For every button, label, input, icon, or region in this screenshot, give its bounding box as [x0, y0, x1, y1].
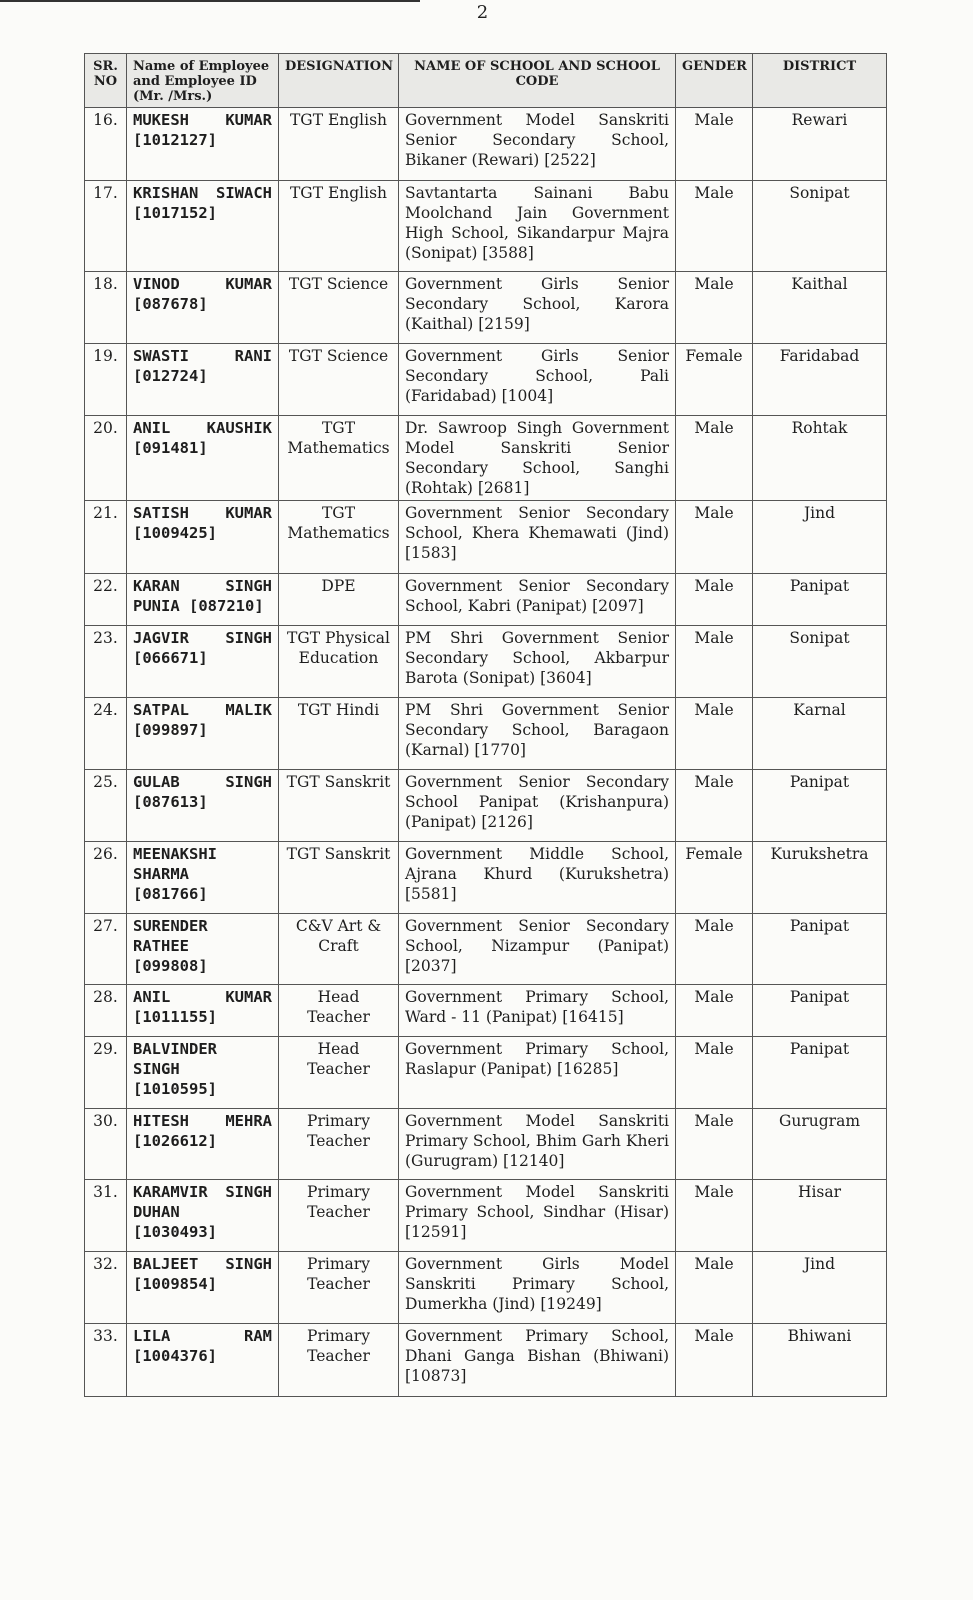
sr-no-cell: 30.	[85, 1109, 127, 1180]
school-cell: Government Model Sanskriti Senior Secondary School, Bikaner (Rewari) [2522]	[399, 108, 676, 181]
designation-cell: Primary Teacher	[279, 1252, 399, 1324]
employee-name-cell: MUKESH KUMAR [1012127]	[127, 108, 279, 181]
district-cell: Jind	[753, 501, 887, 574]
school-cell: Government Senior Secondary School, Kabri (Panipat) [2097]	[399, 574, 676, 626]
table-row	[85, 501, 887, 574]
employee-name-cell: SATISH KUMAR [1009425]	[127, 501, 279, 574]
sr-no-cell: 21.	[85, 501, 127, 574]
table-row	[85, 1252, 887, 1324]
table-row	[85, 698, 887, 770]
designation-cell: C&V Art & Craft	[279, 914, 399, 985]
header-school: NAME OF SCHOOL AND SCHOOL CODE	[399, 54, 676, 108]
gender-cell: Male	[676, 1252, 753, 1324]
gender-cell: Male	[676, 770, 753, 842]
school-cell: Government Primary School, Raslapur (Panipat) [16285]	[399, 1037, 676, 1109]
employee-name-cell: SWASTI RANI [012724]	[127, 344, 279, 416]
gender-cell: Female	[676, 842, 753, 914]
header-sr-no: SR. NO	[85, 54, 127, 108]
gender-cell: Male	[676, 1324, 753, 1397]
designation-cell: TGT Physical Education	[279, 626, 399, 698]
district-cell: Panipat	[753, 574, 887, 626]
district-cell: Sonipat	[753, 181, 887, 272]
employee-name-cell: ANIL KAUSHIK [091481]	[127, 416, 279, 501]
table-row	[85, 1324, 887, 1397]
designation-cell: TGT Hindi	[279, 698, 399, 770]
district-cell: Kurukshetra	[753, 842, 887, 914]
gender-cell: Male	[676, 181, 753, 272]
header-gender: GENDER	[676, 54, 753, 108]
sr-no-cell: 26.	[85, 842, 127, 914]
school-cell: Government Girls Model Sanskriti Primary School, Dumerkha (Jind) [19249]	[399, 1252, 676, 1324]
designation-cell: TGT Science	[279, 272, 399, 344]
employee-name-cell: KARAMVIR SINGH DUHAN [1030493]	[127, 1180, 279, 1252]
table-row	[85, 108, 887, 181]
employee-name-cell: KARAN SINGH PUNIA [087210]	[127, 574, 279, 626]
table-row	[85, 344, 887, 416]
employee-name-cell: HITESH MEHRA [1026612]	[127, 1109, 279, 1180]
sr-no-cell: 32.	[85, 1252, 127, 1324]
school-cell: Government Model Sanskriti Primary School, Bhim Garh Kheri (Gurugram) [12140]	[399, 1109, 676, 1180]
district-cell: Panipat	[753, 1037, 887, 1109]
employee-name-cell: KRISHAN SIWACH [1017152]	[127, 181, 279, 272]
district-cell: Kaithal	[753, 272, 887, 344]
sr-no-cell: 20.	[85, 416, 127, 501]
gender-cell: Female	[676, 344, 753, 416]
school-cell: Government Model Sanskriti Primary School, Sindhar (Hisar) [12591]	[399, 1180, 676, 1252]
gender-cell: Male	[676, 272, 753, 344]
designation-cell: Primary Teacher	[279, 1109, 399, 1180]
district-cell: Panipat	[753, 985, 887, 1037]
district-cell: Sonipat	[753, 626, 887, 698]
table-row	[85, 626, 887, 698]
table-row	[85, 1037, 887, 1109]
table-header	[85, 54, 887, 108]
designation-cell: TGT Mathematics	[279, 416, 399, 501]
employee-name-cell: SATPAL MALIK [099897]	[127, 698, 279, 770]
designation-cell: TGT English	[279, 181, 399, 272]
sr-no-cell: 23.	[85, 626, 127, 698]
school-cell: Dr. Sawroop Singh Government Model Sanskriti Senior Secondary School, Sanghi (Rohtak) [2681]	[399, 416, 676, 501]
sr-no-cell: 16.	[85, 108, 127, 181]
sr-no-cell: 33.	[85, 1324, 127, 1397]
school-cell: Government Middle School, Ajrana Khurd (Kurukshetra) [5581]	[399, 842, 676, 914]
table-row	[85, 842, 887, 914]
gender-cell: Male	[676, 1037, 753, 1109]
sr-no-cell: 18.	[85, 272, 127, 344]
sr-no-cell: 31.	[85, 1180, 127, 1252]
school-cell: Government Primary School, Dhani Ganga Bishan (Bhiwani) [10873]	[399, 1324, 676, 1397]
gender-cell: Male	[676, 626, 753, 698]
header-district: DISTRICT	[753, 54, 887, 108]
designation-cell: TGT Sanskrit	[279, 842, 399, 914]
designation-cell: TGT Science	[279, 344, 399, 416]
sr-no-cell: 17.	[85, 181, 127, 272]
gender-cell: Male	[676, 985, 753, 1037]
sr-no-cell: 29.	[85, 1037, 127, 1109]
designation-cell: TGT Mathematics	[279, 501, 399, 574]
page-number: 2	[476, 2, 489, 23]
employee-name-cell: LILA RAM [1004376]	[127, 1324, 279, 1397]
designation-cell: Head Teacher	[279, 985, 399, 1037]
sr-no-cell: 25.	[85, 770, 127, 842]
table-row	[85, 181, 887, 272]
designation-cell: Primary Teacher	[279, 1180, 399, 1252]
district-cell: Hisar	[753, 1180, 887, 1252]
employee-name-cell: MEENAKSHI SHARMA [081766]	[127, 842, 279, 914]
employee-name-cell: JAGVIR SINGH [066671]	[127, 626, 279, 698]
employee-name-cell: ANIL KUMAR [1011155]	[127, 985, 279, 1037]
sr-no-cell: 27.	[85, 914, 127, 985]
employee-name-cell: BALJEET SINGH [1009854]	[127, 1252, 279, 1324]
district-cell: Rewari	[753, 108, 887, 181]
table-row	[85, 416, 887, 501]
table-row	[85, 272, 887, 344]
school-cell: Government Girls Senior Secondary School, Pali (Faridabad) [1004]	[399, 344, 676, 416]
gender-cell: Male	[676, 1180, 753, 1252]
district-cell: Faridabad	[753, 344, 887, 416]
employee-name-cell: SURENDER RATHEE [099808]	[127, 914, 279, 985]
designation-cell: TGT English	[279, 108, 399, 181]
district-cell: Panipat	[753, 914, 887, 985]
gender-cell: Male	[676, 108, 753, 181]
table-row	[85, 1109, 887, 1180]
school-cell: PM Shri Government Senior Secondary School, Akbarpur Barota (Sonipat) [3604]	[399, 626, 676, 698]
designation-cell: Head Teacher	[279, 1037, 399, 1109]
gender-cell: Male	[676, 698, 753, 770]
school-cell: Government Senior Secondary School Panipat (Krishanpura) (Panipat) [2126]	[399, 770, 676, 842]
employee-name-cell: GULAB SINGH [087613]	[127, 770, 279, 842]
gender-cell: Male	[676, 1109, 753, 1180]
district-cell: Gurugram	[753, 1109, 887, 1180]
header-row	[85, 54, 887, 108]
designation-cell: DPE	[279, 574, 399, 626]
table-body	[85, 108, 887, 1397]
school-cell: Government Senior Secondary School, Nizampur (Panipat) [2037]	[399, 914, 676, 985]
gender-cell: Male	[676, 501, 753, 574]
school-cell: PM Shri Government Senior Secondary School, Baragaon (Karnal) [1770]	[399, 698, 676, 770]
table-row	[85, 985, 887, 1037]
table-row	[85, 1180, 887, 1252]
district-cell: Panipat	[753, 770, 887, 842]
district-cell: Bhiwani	[753, 1324, 887, 1397]
school-cell: Savtantarta Sainani Babu Moolchand Jain Government High School, Sikandarpur Majra (Sonipat) [3588]	[399, 181, 676, 272]
table-row	[85, 770, 887, 842]
table-row	[85, 574, 887, 626]
sr-no-cell: 22.	[85, 574, 127, 626]
gender-cell: Male	[676, 574, 753, 626]
designation-cell: TGT Sanskrit	[279, 770, 399, 842]
table-row	[85, 914, 887, 985]
district-cell: Jind	[753, 1252, 887, 1324]
header-designation: DESIGNATION	[279, 54, 399, 108]
employee-name-cell: VINOD KUMAR [087678]	[127, 272, 279, 344]
school-cell: Government Primary School, Ward - 11 (Panipat) [16415]	[399, 985, 676, 1037]
sr-no-cell: 28.	[85, 985, 127, 1037]
gender-cell: Male	[676, 914, 753, 985]
gender-cell: Male	[676, 416, 753, 501]
sr-no-cell: 19.	[85, 344, 127, 416]
designation-cell: Primary Teacher	[279, 1324, 399, 1397]
employee-table	[84, 53, 887, 1397]
district-cell: Rohtak	[753, 416, 887, 501]
employee-name-cell: BALVINDER SINGH [1010595]	[127, 1037, 279, 1109]
sr-no-cell: 24.	[85, 698, 127, 770]
header-employee-name: Name of Employee and Employee ID (Mr. /Mrs.)	[127, 54, 279, 108]
district-cell: Karnal	[753, 698, 887, 770]
school-cell: Government Girls Senior Secondary School, Karora (Kaithal) [2159]	[399, 272, 676, 344]
school-cell: Government Senior Secondary School, Khera Khemawati (Jind) [1583]	[399, 501, 676, 574]
